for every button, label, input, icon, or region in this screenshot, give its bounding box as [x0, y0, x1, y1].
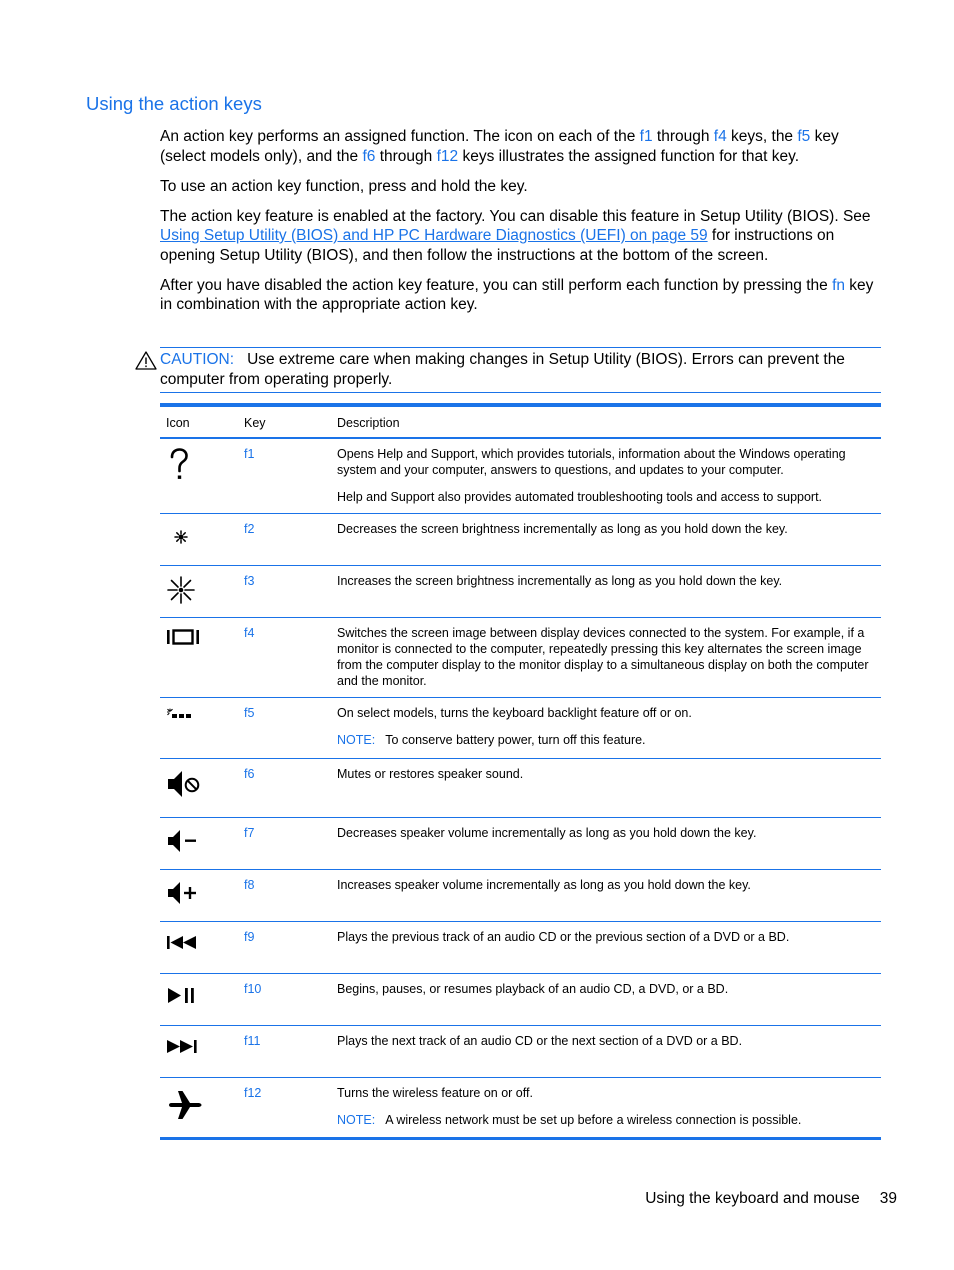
text-span: key (select models only), and the: [160, 128, 839, 165]
icon-cell: [160, 1026, 238, 1078]
text-span: The action key feature is enabled at the factory. You can disable this feature in Setup Utility (BIOS). See: [160, 207, 871, 225]
brightness-down-icon: [166, 523, 196, 551]
text-span: keys, the: [726, 128, 798, 145]
help-question-icon: [166, 448, 192, 482]
description-cell: [331, 438, 881, 514]
action-keys-table: [160, 403, 881, 1140]
description-cell: [331, 514, 881, 566]
key-f12: f12: [436, 147, 459, 165]
caution-label: CAUTION:: [160, 351, 235, 368]
description-text: Switches the screen image between display devices connected to the system. For example, if a monitor is connected to the computer, repeatedly pressing this key alternates the screen image from the computer display to the monitor display to a simultaneous display on both the computer and the monitor.: [337, 626, 869, 688]
intro-paragraph-2: To use an action key function, press and hold the key.: [160, 177, 528, 195]
description-text: On select models, turns the keyboard backlight feature off or on.: [337, 706, 692, 720]
volume-up-icon: [166, 879, 200, 907]
description-text: Turns the wireless feature on or off.: [337, 1086, 533, 1100]
play-pause-icon: [166, 983, 200, 1009]
page-number: 39: [879, 1190, 897, 1207]
note-text: To conserve battery power, turn off this feature.: [385, 733, 646, 747]
table-header-row: [160, 405, 881, 438]
note: [337, 1112, 875, 1128]
key-cell: f3: [238, 566, 331, 618]
table-row: [160, 618, 881, 698]
key-cell: f6: [238, 759, 331, 818]
description-text: Plays the next track of an audio CD or the next section of a DVD or a BD.: [337, 1034, 743, 1048]
text-span: through: [652, 128, 714, 145]
key-cell: f8: [238, 870, 331, 922]
airplane-mode-icon: [166, 1087, 206, 1123]
key-cell: f1: [238, 438, 331, 514]
intro-paragraph-4: [160, 276, 882, 315]
intro-paragraph-3: [160, 207, 882, 266]
description-text: Increases the screen brightness incrementally as long as you hold down the key.: [337, 574, 783, 588]
table-row: [160, 566, 881, 618]
text-span: for instructions on opening Setup Utility (BIOS), and then follow the instructions at the bottom of the screen.: [160, 227, 835, 264]
description-cell: [331, 566, 881, 618]
description-cell: [331, 870, 881, 922]
table-row: [160, 922, 881, 974]
key-cell: f11: [238, 1026, 331, 1078]
icon-cell: [160, 514, 238, 566]
footer-section-title: Using the keyboard and mouse: [645, 1190, 860, 1207]
key-cell: f9: [238, 922, 331, 974]
icon-cell: [160, 974, 238, 1026]
header-key: Key: [238, 405, 331, 438]
icon-cell: [160, 870, 238, 922]
table-row: [160, 1026, 881, 1078]
table-row: [160, 698, 881, 759]
speaker-mute-icon: [166, 768, 202, 800]
key-cell: f10: [238, 974, 331, 1026]
keyboard-backlight-icon: [166, 707, 196, 727]
description-cell: [331, 759, 881, 818]
volume-down-icon: [166, 827, 200, 855]
description-text: Plays the previous track of an audio CD or the previous section of a DVD or a BD.: [337, 930, 790, 944]
note-label: NOTE:: [337, 733, 376, 747]
text-span: through: [375, 147, 437, 165]
description-text: Decreases speaker volume incrementally as long as you hold down the key.: [337, 826, 757, 840]
page-footer: [645, 1190, 897, 1208]
next-track-icon: [166, 1035, 200, 1059]
description-cell: [331, 818, 881, 870]
description-cell: [331, 1078, 881, 1139]
text-span: keys illustrates the assigned function for that key.: [458, 147, 800, 165]
description-cell: [331, 974, 881, 1026]
section-heading: Using the action keys: [86, 93, 262, 114]
description-cell: [331, 922, 881, 974]
caution-box: [160, 347, 881, 393]
description-text-2: Help and Support also provides automated troubleshooting tools and access to support.: [337, 490, 823, 504]
key-cell: f4: [238, 618, 331, 698]
display-switch-icon: [166, 627, 200, 649]
intro-paragraph-1: [160, 127, 882, 166]
brightness-up-icon: [166, 575, 196, 607]
key-cell: f5: [238, 698, 331, 759]
description-cell: [331, 698, 881, 759]
setup-utility-link[interactable]: Using Setup Utility (BIOS) and HP PC Hardware Diagnostics (UEFI) on page 59: [160, 227, 708, 244]
table-row: [160, 1078, 881, 1139]
key-f6: f6: [362, 147, 376, 165]
description-cell: [331, 1026, 881, 1078]
text-span: An action key performs an assigned function. The icon on each of the: [160, 128, 640, 145]
description-text: Mutes or restores speaker sound.: [337, 767, 524, 781]
header-description: Description: [331, 405, 881, 438]
key-f5: f5: [797, 128, 811, 145]
icon-cell: [160, 566, 238, 618]
table-row: [160, 870, 881, 922]
key-cell: f7: [238, 818, 331, 870]
table-row: [160, 974, 881, 1026]
icon-cell: [160, 922, 238, 974]
caution-text: Use extreme care when making changes in Setup Utility (BIOS). Errors can prevent the computer from operating properly.: [160, 351, 845, 388]
warning-triangle-icon: [135, 351, 157, 370]
key-f1: f1: [639, 128, 653, 145]
note: [337, 732, 875, 748]
header-icon: Icon: [160, 405, 238, 438]
text-span: After you have disabled the action key feature, you can still perform each function by pressing the: [160, 276, 833, 294]
icon-cell: [160, 698, 238, 759]
table-row: [160, 514, 881, 566]
icon-cell: [160, 1078, 238, 1139]
icon-cell: [160, 759, 238, 818]
table-row: [160, 759, 881, 818]
description-cell: [331, 618, 881, 698]
key-cell: f12: [244, 1086, 262, 1100]
table-row: [160, 818, 881, 870]
intro-body: [160, 127, 882, 325]
table-row: [160, 438, 881, 514]
description-text: Begins, pauses, or resumes playback of an audio CD, a DVD, or a BD.: [337, 982, 729, 996]
key-f4: f4: [713, 128, 727, 145]
note-text: A wireless network must be set up before a wireless connection is possible.: [385, 1113, 802, 1127]
previous-track-icon: [166, 931, 200, 955]
description-text: Opens Help and Support, which provides tutorials, information about the Windows operating system and your computer, answers to questions, and updates to your computer.: [337, 447, 846, 477]
key-cell: f2: [238, 514, 331, 566]
note-label: NOTE:: [337, 1113, 376, 1127]
description-text: Increases speaker volume incrementally as long as you hold down the key.: [337, 878, 751, 892]
icon-cell: [160, 618, 238, 698]
text-span: key in combination with the appropriate action key.: [160, 276, 874, 313]
icon-cell: [160, 818, 238, 870]
icon-cell: [160, 438, 238, 514]
description-text: Decreases the screen brightness incrementally as long as you hold down the key.: [337, 522, 788, 536]
key-fn: fn: [832, 276, 845, 294]
